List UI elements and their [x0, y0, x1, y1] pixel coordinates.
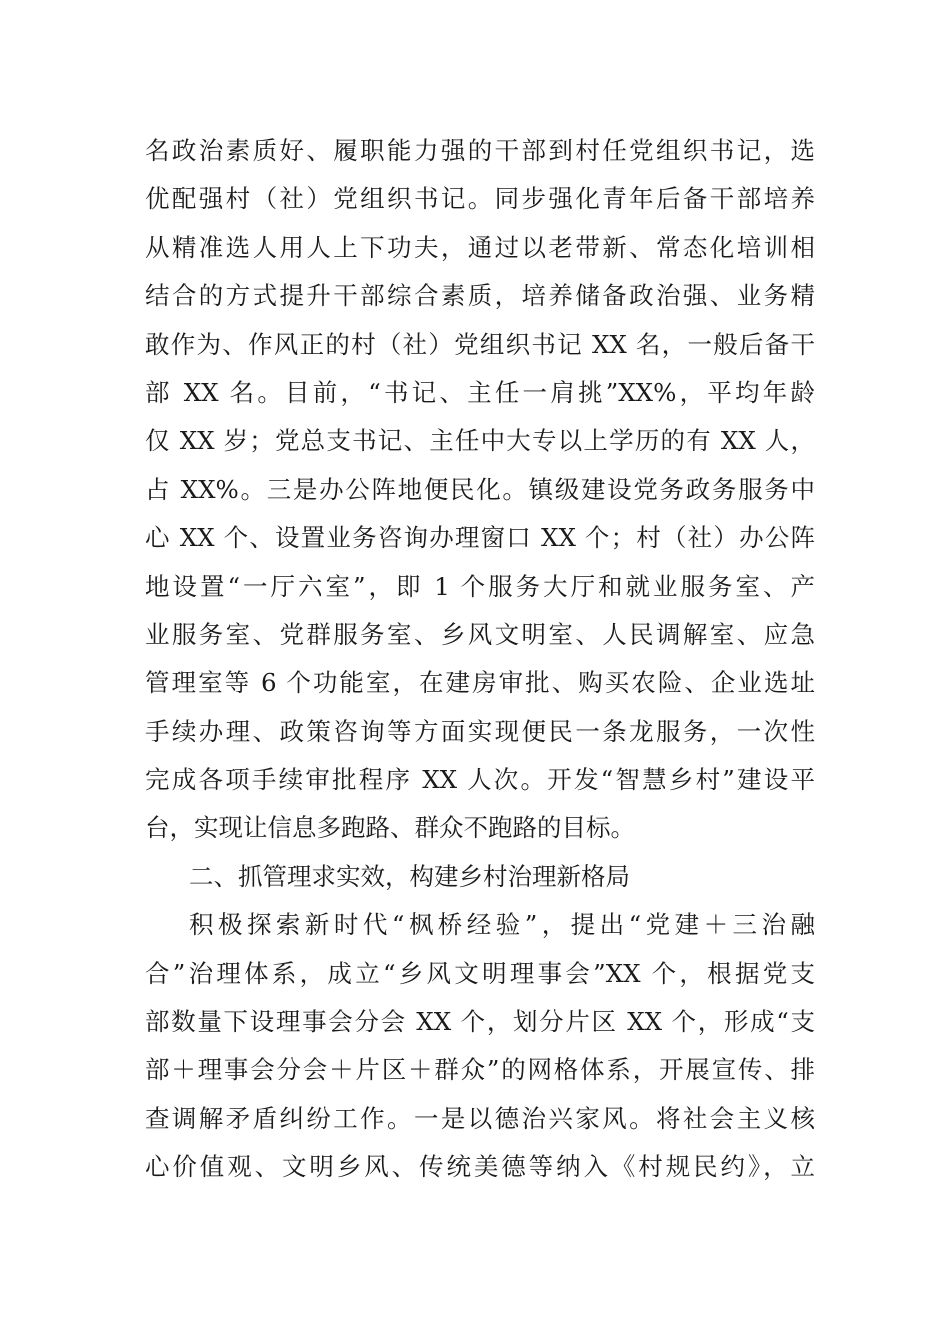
text-line: 部 XX 名。目前，“书记、主任一肩挑”XX%，平均年龄: [145, 377, 815, 407]
text-line: 占 XX%。三是办公阵地便民化。镇级建设党务政务服务中: [145, 474, 815, 504]
section-heading: 二、抓管理求实效，构建乡村治理新格局: [189, 861, 630, 891]
text-line: 查调解矛盾纠纷工作。一是以德治兴家风。将社会主义核: [145, 1103, 815, 1133]
text-line: 部＋理事会分会＋片区＋群众”的网格体系，开展宣传、排: [145, 1055, 815, 1085]
text-line: 积极探索新时代“枫桥经验”，提出“党建＋三治融: [189, 910, 815, 940]
text-line: 从精准选人用人上下功夫，通过以老带新、常态化培训相: [145, 232, 815, 262]
text-line: 业服务室、党群服务室、乡风文明室、人民调解室、应急: [145, 619, 815, 649]
text-line: 完成各项手续审批程序 XX 人次。开发“智慧乡村”建设平: [145, 765, 815, 795]
text-line: 部数量下设理事会分会 XX 个，划分片区 XX 个，形成“支: [145, 1007, 815, 1037]
text-line: 地设置“一厅六室”，即 1 个服务大厅和就业服务室、产: [145, 571, 815, 601]
text-line: 优配强村（社）党组织书记。同步强化青年后备干部培养: [145, 184, 815, 214]
text-line: 心 XX 个、设置业务咨询办理窗口 XX 个；村（社）办公阵: [145, 523, 815, 553]
text-line: 结合的方式提升干部综合素质，培养储备政治强、业务精: [145, 281, 815, 311]
text-line: 心价值观、文明乡风、传统美德等纳入《村规民约》，立: [145, 1152, 815, 1182]
text-line: 管理室等 6 个功能室，在建房审批、购买农险、企业选址: [145, 668, 815, 698]
text-line: 合”治理体系，成立“乡风文明理事会”XX 个，根据党支: [145, 958, 815, 988]
text-line: 手续办理、政策咨询等方面实现便民一条龙服务，一次性: [145, 716, 815, 746]
text-line: 仅 XX 岁；党总支书记、主任中大专以上学历的有 XX 人，: [145, 426, 815, 456]
body-text: [145, 127, 815, 1192]
text-line: 敢作为、作风正的村（社）党组织书记 XX 名，一般后备干: [145, 329, 815, 359]
text-line: 名政治素质好、履职能力强的干部到村任党组织书记，选: [145, 136, 815, 165]
text-line: 台，实现让信息多跑路、群众不跑路的目标。: [145, 813, 635, 843]
